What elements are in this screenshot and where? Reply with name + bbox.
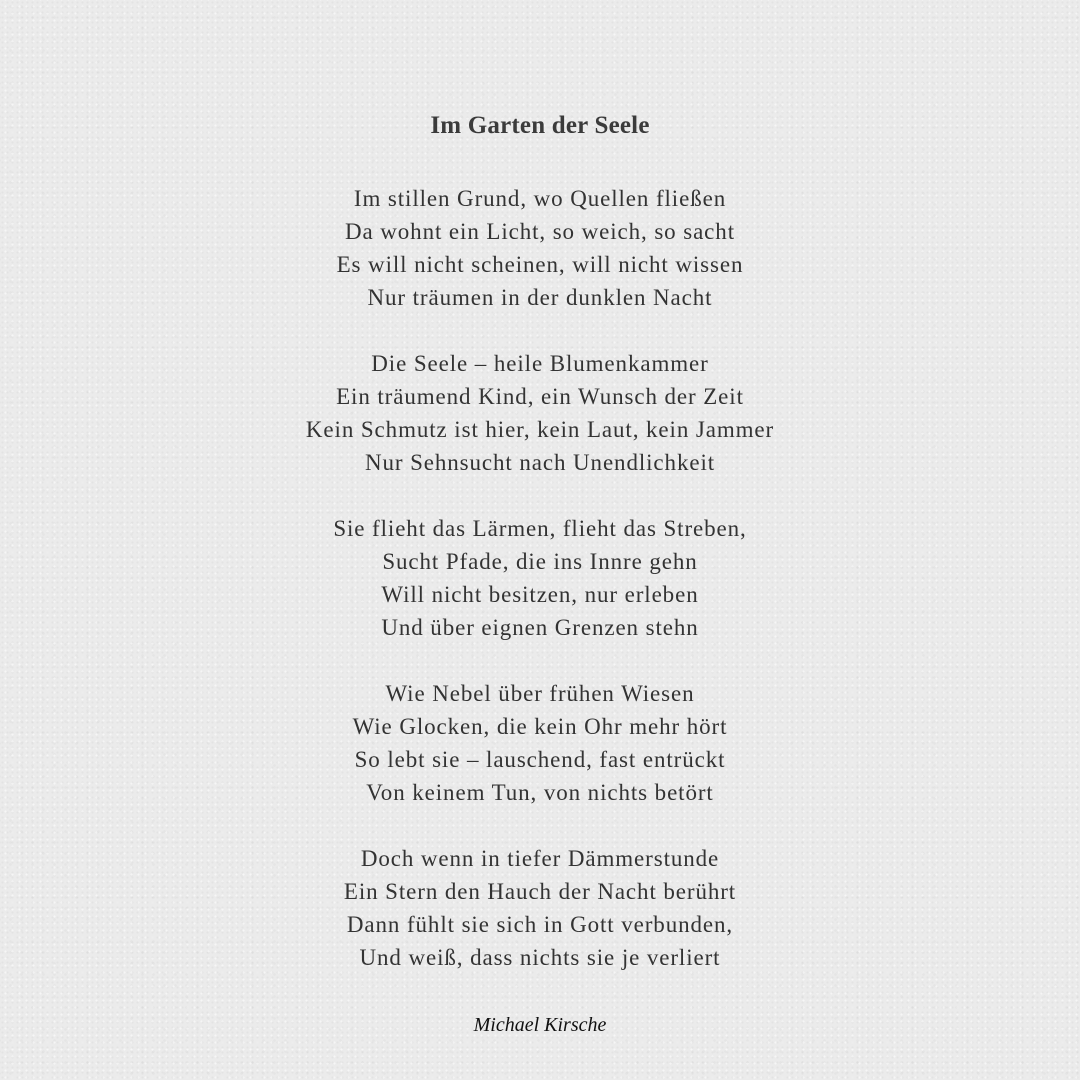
verse-line: Da wohnt ein Licht, so weich, so sacht: [345, 219, 735, 244]
verse-line: Von keinem Tun, von nichts betört: [366, 780, 714, 805]
verse-line: Ein träumend Kind, ein Wunsch der Zeit: [336, 384, 744, 409]
verse-line: Es will nicht scheinen, will nicht wissen: [336, 252, 744, 277]
stanza-2: [0, 347, 1080, 479]
stanza-1: [0, 182, 1080, 314]
verse-line: Will nicht besitzen, nur erleben: [381, 582, 699, 607]
verse-line: Doch wenn in tiefer Dämmerstunde: [360, 846, 720, 871]
verse-line: Kein Schmutz ist hier, kein Laut, kein Jammer: [305, 417, 775, 442]
verse-line: Wie Nebel über frühen Wiesen: [385, 681, 695, 706]
stanza-5: [0, 842, 1080, 974]
verse-line: Und weiß, dass nichts sie je verliert: [359, 945, 721, 970]
verse-line: Und über eignen Grenzen stehn: [381, 615, 699, 640]
poem-title: Im Garten der Seele: [430, 112, 650, 139]
verse-line: Nur träumen in der dunklen Nacht: [367, 285, 713, 310]
verse-line: Im stillen Grund, wo Quellen fließen: [353, 186, 727, 211]
verse-line: Dann fühlt sie sich in Gott verbunden,: [346, 912, 734, 937]
poem-author: Michael Kirsche: [473, 1014, 607, 1036]
verse-line: Wie Glocken, die kein Ohr mehr hört: [352, 714, 728, 739]
poem-body: [0, 182, 1080, 1007]
stanza-4: [0, 677, 1080, 809]
verse-line: So lebt sie – lauschend, fast entrückt: [354, 747, 726, 772]
verse-line: Die Seele – heile Blumenkammer: [371, 351, 709, 376]
stanza-3: [0, 512, 1080, 644]
verse-line: Nur Sehnsucht nach Unendlichkeit: [364, 450, 716, 475]
verse-line: Sie flieht das Lärmen, flieht das Streben,: [333, 516, 747, 541]
verse-line: Ein Stern den Hauch der Nacht berührt: [343, 879, 737, 904]
verse-line: Sucht Pfade, die ins Innre gehn: [382, 549, 698, 574]
